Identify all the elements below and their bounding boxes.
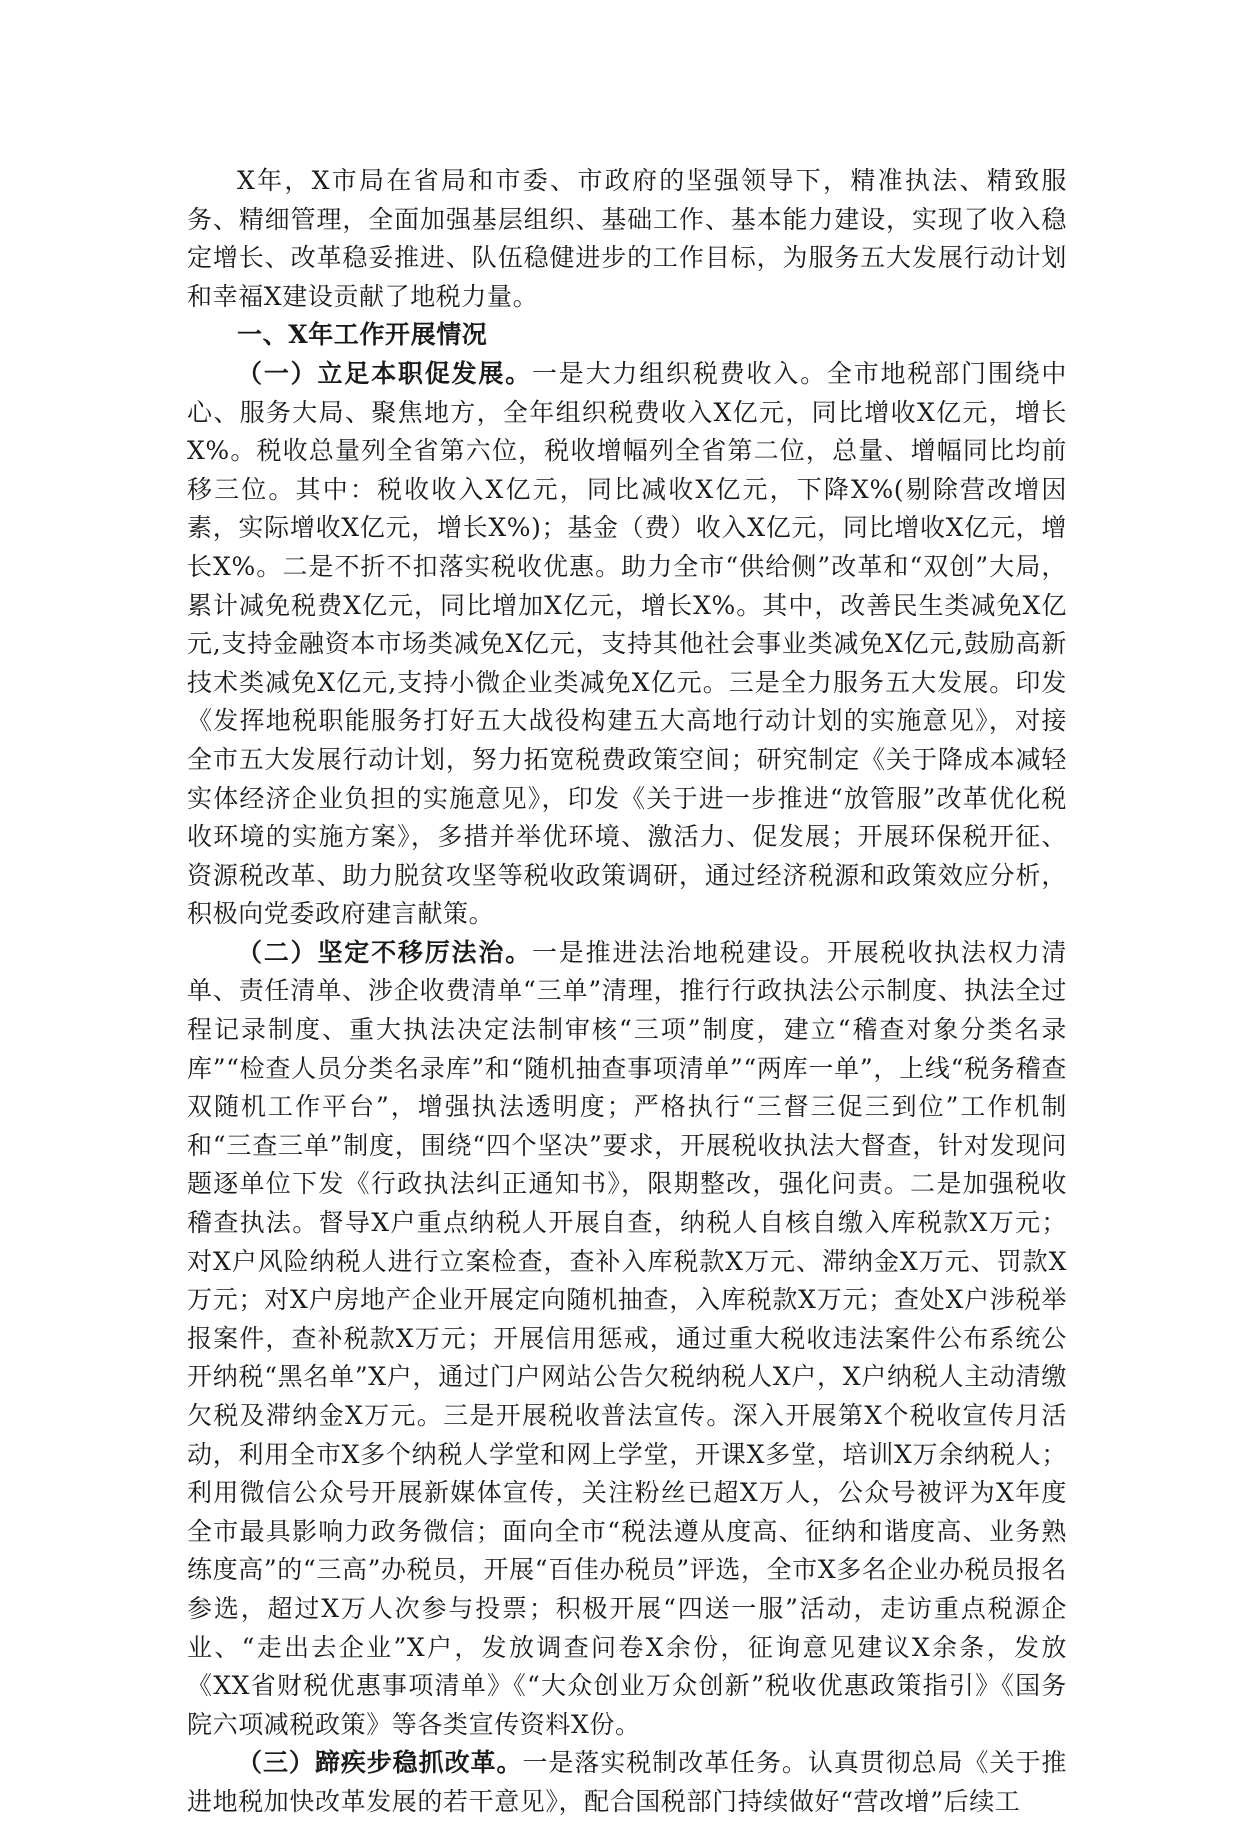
paragraph-development (187, 355, 1067, 934)
paragraph-lead: （三）蹄疾步稳抓改革。 (237, 1748, 523, 1778)
paragraph-body: 一是大力组织税费收入。全市地税部门围绕中心、服务大局、聚焦地方，全年组织税费收入X亿元，同比增收X亿元，增长X%。税收总量列全省第六位，税收增幅列全省第二位，总量、增幅同比均前移三位。其中：税收收入X亿元，同比减收X亿元，下降X%(剔除营改增因素，实际增收X亿元，增长X%)；基金（费）收入X亿元，同比增收X亿元，增长X%。二是不折不扣落实税收优惠。助力全市“供给侧”改革和“双创”大局，累计减免税费X亿元，同比增加X亿元，增长X%。其中，改善民生类减免X亿元,支持金融资本市场类减免X亿元，支持其他社会事业类减免X亿元,鼓励高新技术类减免X亿元,支持小微企业类减免X亿元。三是全力服务五大发展。印发《发挥地税职能服务打好五大战役构建五大高地行动计划的实施意见》，对接全市五大发展行动计划，努力拓宽税费政策空间；研究制定《关于降成本减轻实体经济企业负担的实施意见》，印发《关于进一步推进“放管服”改革优化税收环境的实施方案》，多措并举优环境、激活力、促发展；开展环保税开征、资源税改革、助力脱贫攻坚等税收政策调研，通过经济税源和政策效应分析，积极向党委政府建言献策。 (187, 358, 1067, 929)
paragraph-body: 一是落实税制改革任务。认真贯彻总局《关于推进地税加快改革发展的若干意见》，配合国税部门持续做好“营改增”后续工 (187, 1748, 1067, 1816)
paragraph-lead: （二）坚定不移厉法治。 (237, 937, 532, 967)
paragraph-rule-of-law (187, 934, 1067, 1744)
document-page (187, 162, 1067, 1822)
paragraph-body: 一是推进法治地税建设。开展税收执法权力清单、责任清单、涉企收费清单“三单”清理，推行行政执法公示制度、执法全过程记录制度、重大执法决定法制审核“三项”制度，建立“稽查对象分类名录库”“检查人员分类名录库”和“随机抽查事项清单”“两库一单”，上线“税务稽查双随机工作平台”，增强执法透明度；严格执行“三督三促三到位”工作机制和“三查三单”制度，围绕“四个坚决”要求，开展税收执法大督查，针对发现问题逐单位下发《行政执法纠正通知书》，限期整改，强化问责。二是加强税收稽查执法。督导X户重点纳税人开展自查，纳税人自核自缴入库税款X万元；对X户风险纳税人进行立案检查，查补入库税款X万元、滞纳金X万元、罚款X万元；对X户房地产企业开展定向随机抽查，入库税款X万元；查处X户涉税举报案件，查补税款X万元；开展信用惩戒，通过重大税收违法案件公布系统公开纳税“黑名单”X户，通过门户网站公告欠税纳税人X户，X户纳税人主动清缴欠税及滞纳金X万元。三是开展税收普法宣传。深入开展第X个税收宣传月活动，利用全市X多个纳税人学堂和网上学堂，开课X多堂，培训X万余纳税人；利用微信公众号开展新媒体宣传，关注粉丝已超X万人，公众号被评为X年度全市最具影响力政务微信；面向全市“税法遵从度高、征纳和谐度高、业务熟练度高”的“三高”办税员，开展“百佳办税员”评选，全市X多名企业办税员报名参选，超过X万人次参与投票；积极开展“四送一服”活动，走访重点税源企业、“走出去企业”X户，发放调查问卷X余份，征询意见建议X余条，发放《XX省财税优惠事项清单》《“大众创业万众创新”税收优惠政策指引》《国务院六项减税政策》等各类宣传资料X份。 (187, 937, 1067, 1739)
paragraph-lead: （一）立足本职促发展。 (237, 358, 532, 388)
paragraph-reform (187, 1744, 1067, 1821)
section-heading: 一、X年工作开展情况 (237, 320, 488, 350)
intro-paragraph: X年，X市局在省局和市委、市政府的坚强领导下，精准执法、精致服务、精细管理，全面加强基层组织、基础工作、基本能力建设，实现了收入稳定增长、改革稳妥推进、队伍稳健进步的工作目标，为服务五大发展行动计划和幸福X建设贡献了地税力量。 (187, 166, 1067, 311)
